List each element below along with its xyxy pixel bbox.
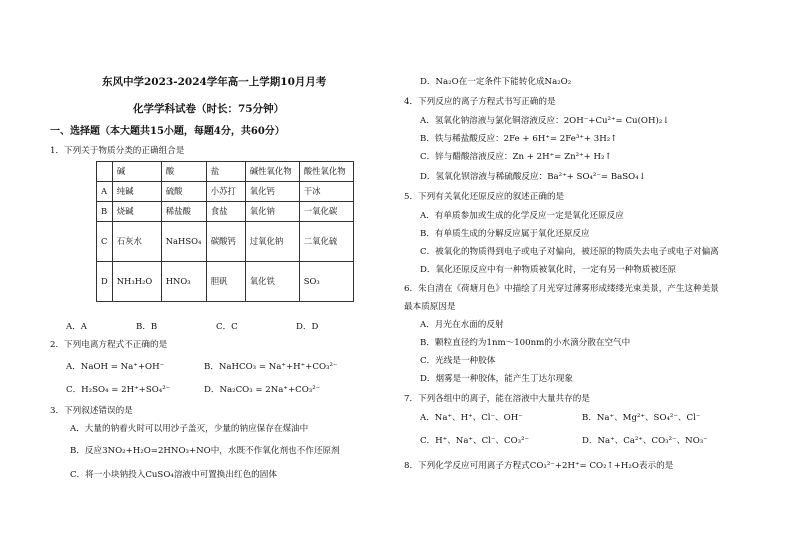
q5-option-a: A．有单质参加或生成的化学反应一定是氧化还原反应 [420,211,624,221]
q2-option-c: C．H₂SO₄ = 2H⁺+SO₄²⁻ [66,385,171,395]
q3-option-b: B．反应3NO₂+H₂O=2HNO₃+NO中，水既不作氧化剂也不作还原剂 [70,446,340,456]
table-cell: 过氧化钠 [245,222,299,262]
table-row [97,262,354,302]
q4-stem: 4．下列反应的离子方程式书写正确的是 [404,97,556,107]
table-header-row [97,162,354,182]
q6-option-b: B．颗粒直径约为1nm～100nm的小水滴分散在空气中 [420,338,631,348]
table-header-cell: 酸性氧化物 [299,162,353,182]
table-cell: 稀盐酸 [161,202,206,222]
table-cell: 烧碱 [112,202,161,222]
table-cell: 一氧化碳 [299,202,353,222]
q5-option-d: D．氧化还原反应中有一种物质被氧化时，一定有另一种物质被还原 [420,265,677,275]
table-cell: 食盐 [206,202,245,222]
table-cell: NH₃H₂O [112,262,161,302]
table-cell: SO₃ [299,262,353,302]
table-cell: 氧化钠 [245,202,299,222]
q1-stem: 1．下列关于物质分类的正确组合是 [50,146,185,156]
q7-option-c: C．H⁺、Na⁺、Cl⁻、CO₃²⁻ [420,436,530,446]
q3-stem: 3．下列叙述错误的是 [50,406,133,416]
q4-option-b: B．铁与稀盐酸反应：2Fe + 6H⁺= 2Fe³⁺+ 3H₂↑ [420,134,618,144]
q6-stem-line1: 6．朱自清在《荷塘月色》中描绘了月光穿过薄雾形成缕缕光束美景，产生这种美景 [404,284,719,294]
q4-option-d: D．氢氧化钡溶液与稀硫酸反应：Ba²⁺+ SO₄²⁻= BaSO₄↓ [420,172,646,182]
table-header-cell: 碱性氧化物 [245,162,299,182]
q2-option-b: B．NaHCO₃ = Na⁺+H⁺+CO₃²⁻ [204,362,338,372]
table-cell: 碳酸钙 [206,222,245,262]
table-cell: 干冰 [299,182,353,202]
q7-option-b: B．Na⁺、Mg²⁺、SO₄²⁻、Cl⁻ [582,413,701,423]
table-cell: 氧化铁 [245,262,299,302]
q4-option-a: A．氢氧化钠溶液与氯化铜溶液反应：2OH⁻+Cu²⁺= Cu(OH)₂↓ [420,116,670,126]
exam-title-line2: 化学学科试卷（时长：75分钟） [133,103,285,115]
table-cell: D [97,262,113,302]
table-cell: A [97,182,113,202]
table-header-cell [97,162,113,182]
table-cell: B [97,202,113,222]
table-cell: 胆矾 [206,262,245,302]
table-row [97,182,354,202]
q4-option-c: C．锌与醋酸溶液反应：Zn + 2H⁺= Zn²⁺+ H₂↑ [420,152,612,162]
table-header-cell: 碱 [112,162,161,182]
q3-option-d: D．Na₂O在一定条件下能转化成Na₂O₂ [420,77,572,87]
table-cell: 氧化钙 [245,182,299,202]
q8-stem: 8．下列化学反应可用离子方程式CO₃²⁻+2H⁺= CO₂↑+H₂O表示的是 [404,461,674,471]
q5-stem: 5．下列有关氧化还原反应的叙述正确的是 [404,192,565,202]
q7-stem: 7．下列各组中的离子，能在溶液中大量共存的是 [404,394,590,404]
table-header-cell: 酸 [161,162,206,182]
table-cell: 纯碱 [112,182,161,202]
q5-option-c: C．被氧化的物质得到电子或电子对偏向，被还原的物质失去电子或电子对偏离 [420,247,719,257]
q1-option-a: A．A [66,322,88,332]
table-cell: 二氧化硫 [299,222,353,262]
q7-option-d: D．Na⁺、Ca²⁺、CO₃²⁻、NO₃⁻ [582,436,708,446]
table-cell: NaHSO₄ [161,222,206,262]
section-heading: 一、选择题（本大题共15小题，每题4分，共60分） [50,126,285,137]
table-cell: 硫酸 [161,182,206,202]
table-header-cell: 盐 [206,162,245,182]
q6-option-a: A．月光在水面的反射 [420,320,504,330]
q6-stem-line2: 最本质原因是 [404,302,456,312]
q5-option-b: B．有单质生成的分解反应属于氧化还原反应 [420,229,590,239]
table-cell: 小苏打 [206,182,245,202]
q6-option-c: C．光线是一种胶体 [420,356,496,366]
q6-option-d: D．烟雾是一种胶体，能产生丁达尔现象 [420,374,573,384]
table-cell: 石灰水 [112,222,161,262]
q1-option-b: B．B [136,322,158,332]
q2-option-d: D．Na₂CO₃ = 2Na⁺+CO₃²⁻ [204,385,321,395]
table-row [97,222,354,262]
q2-stem: 2．下列电离方程式不正确的是 [50,340,168,350]
q7-option-a: A．Na⁺、H⁺、Cl⁻、OH⁻ [420,413,523,423]
table-cell: C [97,222,113,262]
table-row [97,202,354,222]
exam-title-line1: 东风中学2023-2024学年高一上学期10月月考 [102,76,327,88]
q3-option-a: A．大量的钠着火时可以用沙子盖灭，少量的钠应保存在煤油中 [70,424,309,434]
table-cell: HNO₃ [161,262,206,302]
q2-option-a: A．NaOH = Na⁺+OH⁻ [66,362,165,372]
q3-option-c: C．将一小块钠投入CuSO₄溶液中可置换出红色的固体 [70,470,277,480]
q1-option-d: D．D [296,322,319,332]
classification-table [96,161,354,302]
q1-option-c: C．C [216,322,238,332]
